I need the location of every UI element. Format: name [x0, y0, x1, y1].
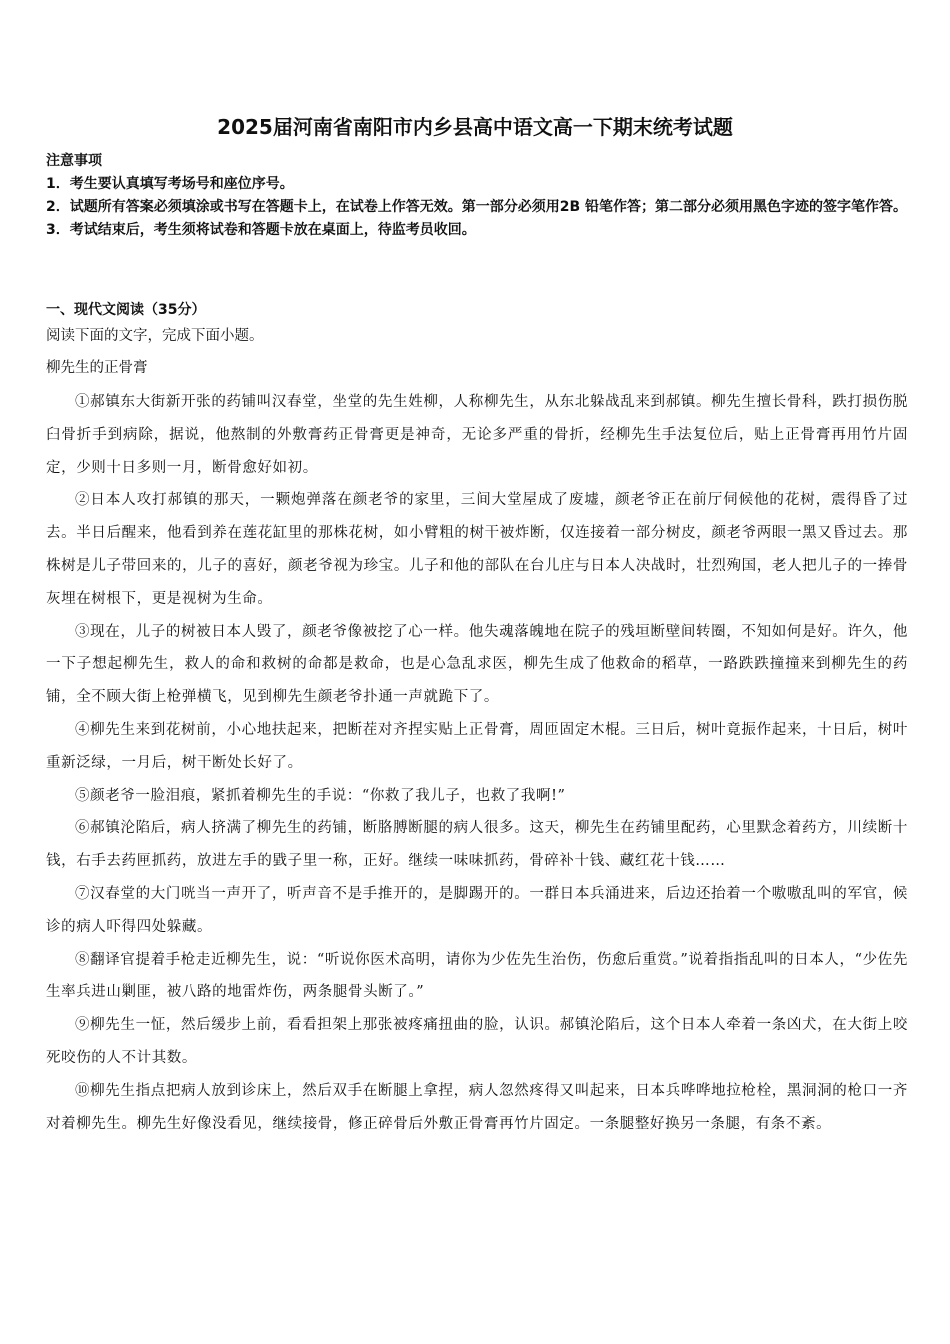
story-paragraph-1: ①郝镇东大街新开张的药铺叫汉春堂，坐堂的先生姓柳，人称柳先生，从东北躲战乱来到郝镇。柳先生擅长骨科，跌打损伤脱臼骨折手到病除，据说，他熬制的外敷膏药正骨膏更是神奇，无论多严重的骨折，经柳先生手法复位后，贴上正骨膏再用竹片固定，少则十日多则一月，断骨愈好如初。 — [46, 394, 908, 476]
story-paragraph-5: ⑤颜老爷一脸泪痕，紧抓着柳先生的手说：“你救了我儿子，也救了我啊!” — [75, 787, 566, 804]
section-instruction: 阅读下面的文字，完成下面小题。 — [46, 328, 264, 344]
reading-section — [46, 298, 908, 1140]
story-paragraph-2: ②日本人攻打郝镇的那天，一颗炮弹落在颜老爷的家里，三间大堂屋成了废墟，颜老爷正在前厅伺候他的花树，震得昏了过去。半日后醒来，他看到养在莲花缸里的那株花树，如小臂粗的树干被炸断，仅连接着一部分树皮，颜老爷两眼一黑又昏过去。那株树是儿子带回来的，儿子的喜好，颜老爷视为珍宝。儿子和他的部队在台儿庄与日本人决战时，壮烈殉国，老人把儿子的一捧骨灰埋在树根下，更是视树为生命。 — [46, 492, 908, 607]
notice-block — [46, 150, 908, 242]
story-paragraph-3: ③现在，儿子的树被日本人毁了，颜老爷像被挖了心一样。他失魂落魄地在院子的残垣断壁间转圈，不知如何是好。许久，他一下子想起柳先生，救人的命和救树的命都是救命，也是心急乱求医，柳先生成了他救命的稻草，一路跌跌撞撞来到柳先生的药铺，全不顾大街上枪弹横飞，见到柳先生颜老爷扑通一声就跪下了。 — [46, 623, 908, 706]
notice-item-3: 3．考试结束后，考生须将试卷和答题卡放在桌面上，待监考员收回。 — [46, 222, 476, 238]
story-paragraph-8: ⑧翻译官提着手枪走近柳先生，说：“听说你医术高明，请你为少佐先生治伤，伤愈后重赏。”说着指指乱叫的日本人，“少佐先生率兵进山剿匪，被八路的地雷炸伤，两条腿骨头断了。” — [46, 951, 908, 1001]
notice-item-2: 2．试题所有答案必须填涂或书写在答题卡上，在试卷上作答无效。第一部分必须用2B 铅笔作答；第二部分必须用黑色字迹的签字笔作答。 — [46, 199, 908, 215]
story-title: 柳先生的正骨膏 — [46, 360, 148, 376]
notice-heading: 注意事项 — [46, 153, 102, 169]
notice-item-1: 1．考生要认真填写考场号和座位序号。 — [46, 176, 294, 192]
story-paragraph-9: ⑨柳先生一怔，然后缓步上前，看看担架上那张被疼痛扭曲的脸，认识。郝镇沦陷后，这个日本人牵着一条凶犬，在大街上咬死咬伤的人不计其数。 — [46, 1017, 908, 1066]
story-paragraph-6: ⑥郝镇沦陷后，病人挤满了柳先生的药铺，断胳膊断腿的病人很多。这天，柳先生在药铺里配药，心里默念着药方，川续断十钱，右手去药匣抓药，放进左手的戥子里一称，正好。继续一味味抓药，骨碎补十钱、藏红花十钱…… — [46, 820, 908, 870]
story-paragraph-7: ⑦汉春堂的大门咣当一声开了，听声音不是手推开的，是脚踢开的。一群日本兵涌进来，后边还抬着一个嗷嗷乱叫的军官，候诊的病人吓得四处躲藏。 — [46, 885, 908, 935]
section-title: 一、现代文阅读（35分） — [46, 302, 206, 318]
story-paragraph-10: ⑩柳先生指点把病人放到诊床上，然后双手在断腿上拿捏，病人忽然疼得又叫起来，日本兵哗哗地拉枪栓，黑洞洞的枪口一齐对着柳先生。柳先生好像没看见，继续接骨，修正碎骨后外敷正骨膏再竹片固定。一条腿整好换另一条腿，有条不紊。 — [46, 1082, 908, 1132]
story-paragraph-4: ④柳先生来到花树前，小心地扶起来，把断茬对齐捏实贴上正骨膏，周匝固定木棍。三日后，树叶竟振作起来，十日后，树叶重新泛绿，一月后，树干断处长好了。 — [46, 721, 908, 771]
page-title: 2025届河南省南阳市内乡县高中语文高一下期末统考试题 — [217, 115, 733, 139]
